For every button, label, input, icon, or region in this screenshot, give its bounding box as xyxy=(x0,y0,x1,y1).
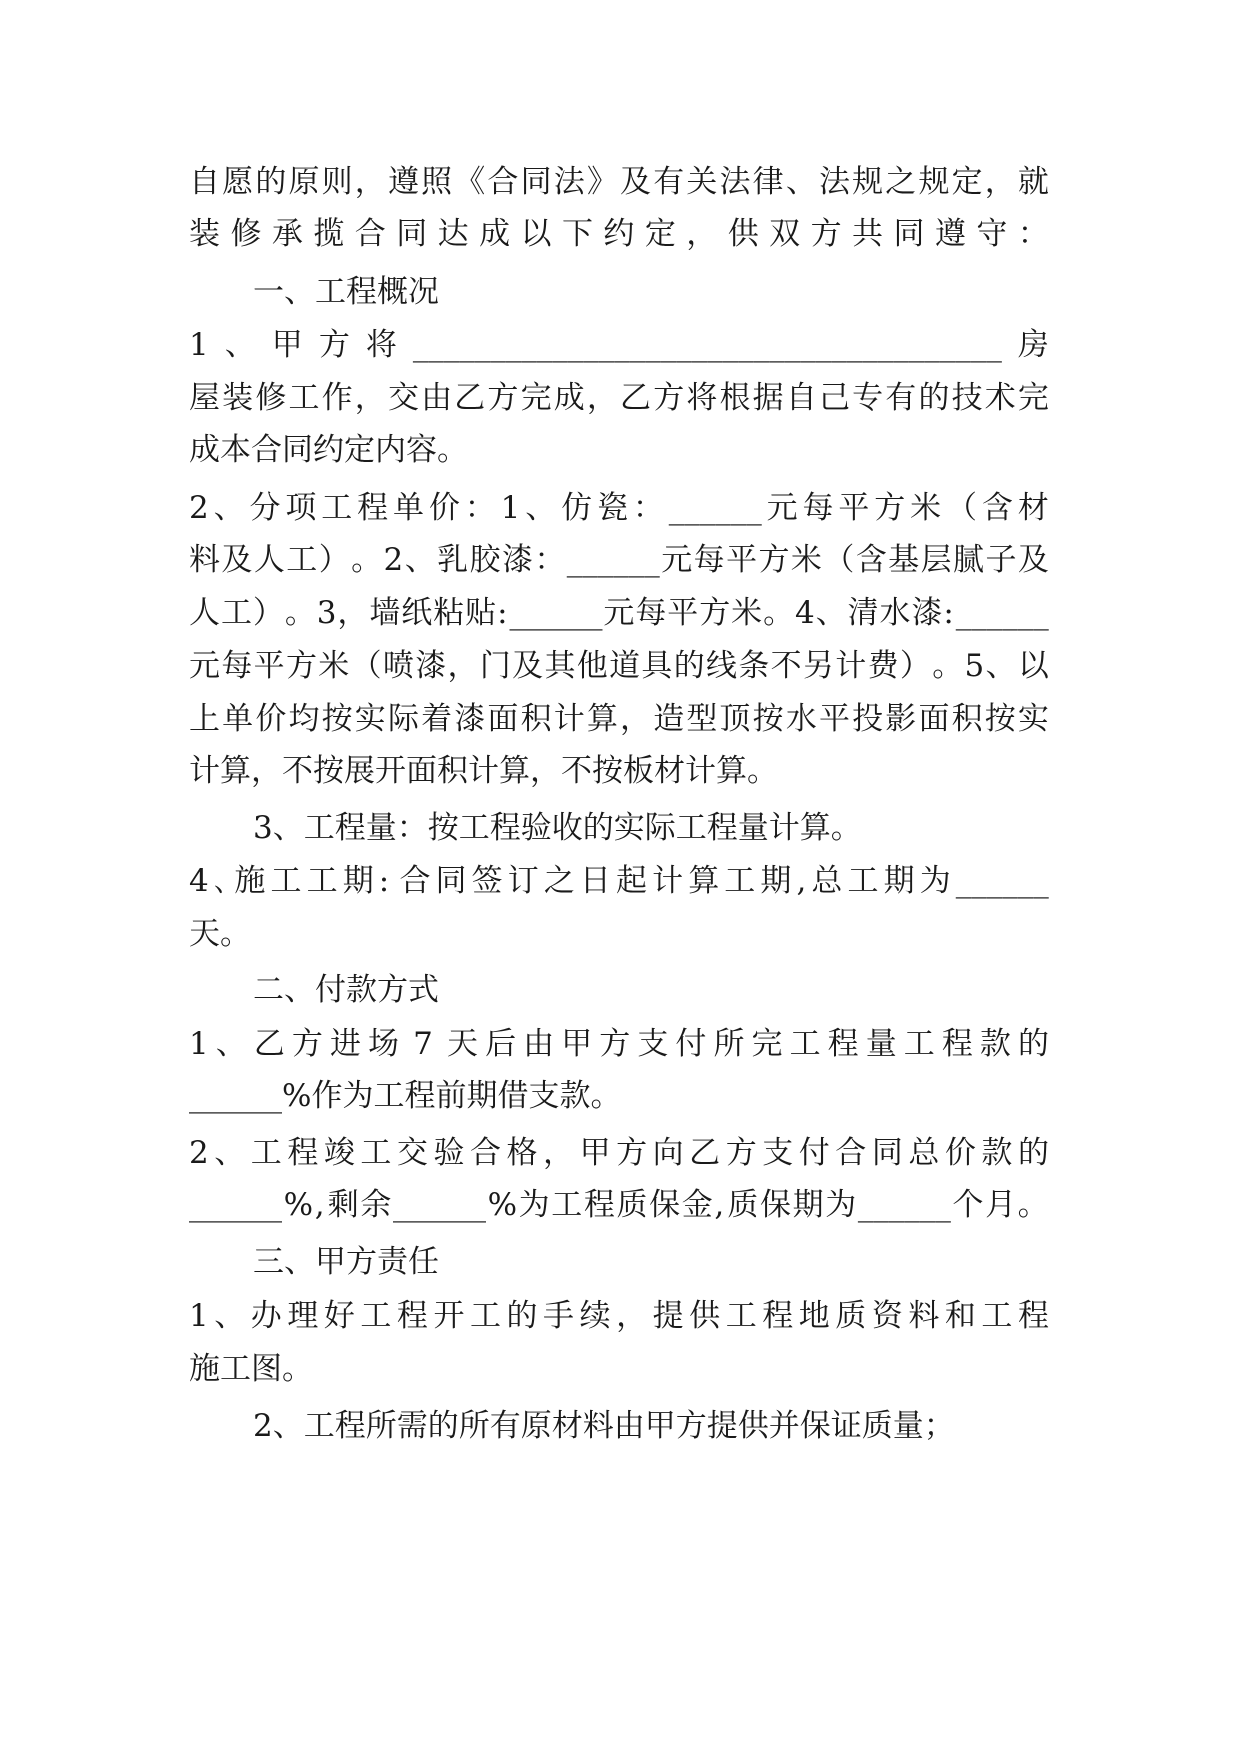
text-line: 上 单 价 均 按 实 际 着 漆 面 积 计 算 ， 造 型 顶 按 水 平 投 影 面 积 按 实 xyxy=(189,701,1049,737)
text-line: 成本合同约定内容。 xyxy=(189,432,468,468)
text-line: ______%作为工程前期借支款。 xyxy=(189,1078,622,1114)
text-line: 装 修 承 揽 合 同 达 成 以 下 约 定 ， 供 双 方 共 同 遵 守 ： xyxy=(189,216,1049,252)
section-heading: 三、甲方责任 xyxy=(253,1244,439,1280)
text-line: 2 、 分 项 工 程 单 价 ： 1 、 仿 瓷 ： ______ 元 每 平 方 米 （ 含 材 xyxy=(189,490,1049,526)
section-heading: 一、工程概况 xyxy=(253,274,439,310)
text-line: 自 愿 的 原 则 ， 遵 照 《 合 同 法 》 及 有 关 法 律 、 法 规 之 规 定 ， 就 xyxy=(189,164,1049,200)
text-line: 4 ､ 施 工 工 期 : 合 同 签 订 之 日 起 计 算 工 期 , 总 工 期 为 ______ xyxy=(189,863,1049,899)
text-line: 3、工程量：按工程验收的实际工程量计算。 xyxy=(253,810,862,846)
text-line: 2、工程所需的所有原材料由甲方提供并保证质量； xyxy=(253,1408,955,1444)
text-line: 屋 装 修 工 作 ， 交 由 乙 方 完 成 ， 乙 方 将 根 据 自 己 专 有 的 技 术 完 xyxy=(189,380,1049,416)
text-line: 料 及 人 工 ） 。 2 、 乳 胶 漆 ： ______ 元 每 平 方 米 （ 含 基 层 腻 子 及 xyxy=(189,542,1049,578)
text-line: 元 每 平 方 米 （ 喷 漆 ， 门 及 其 他 道 具 的 线 条 不 另 计 费 ） 。 5 、 以 xyxy=(189,648,1049,684)
text-line: 施工图。 xyxy=(189,1351,313,1387)
text-line: 1 、 乙 方 进 场 7 天 后 由 甲 方 支 付 所 完 工 程 量 工 程 款 的 xyxy=(189,1026,1049,1062)
text-line: ______ % , 剩 余 ______ % 为 工 程 质 保 金 , 质 保 期 为 ______ 个 月 。 xyxy=(189,1187,1049,1223)
text-line: 2 、 工 程 竣 工 交 验 合 格 ， 甲 方 向 乙 方 支 付 合 同 总 价 款 的 xyxy=(189,1135,1049,1171)
text-line: 1 、 甲 方 将 ______________________________________ 房 xyxy=(189,327,1049,363)
section-heading: 二、付款方式 xyxy=(253,972,439,1008)
text-line: 人 工 ） 。 3 ， 墙 纸 粘 贴 : ______ 元 每 平 方 米 。 4 、 清 水 漆 : ______ xyxy=(189,595,1049,631)
text-line: 1 、 办 理 好 工 程 开 工 的 手 续 ， 提 供 工 程 地 质 资 料 和 工 程 xyxy=(189,1298,1049,1334)
text-line: 计算，不按展开面积计算，不按板材计算。 xyxy=(189,753,778,789)
text-line: 天。 xyxy=(189,916,251,952)
